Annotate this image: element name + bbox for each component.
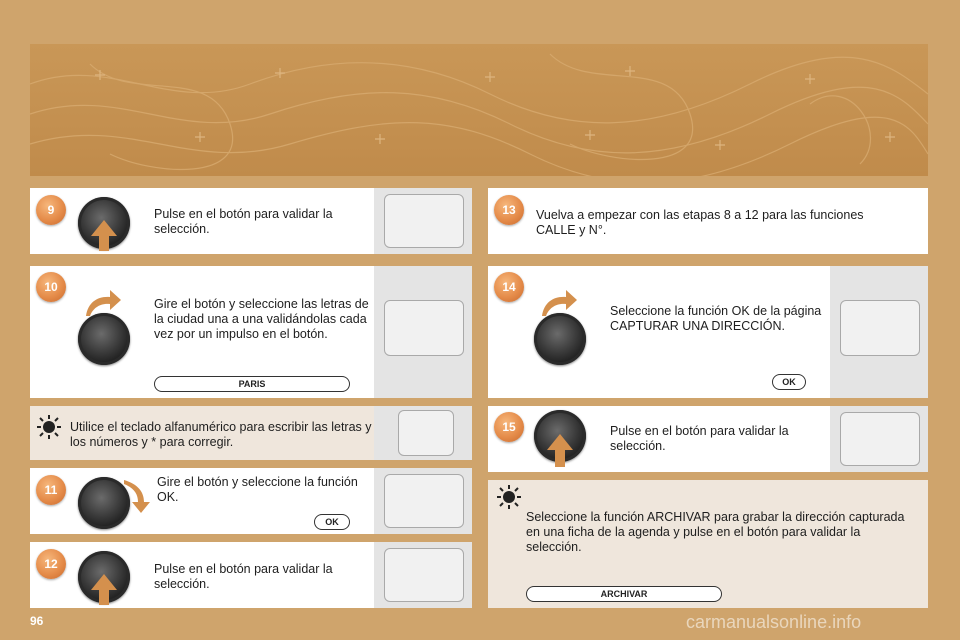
step-badge: 13 bbox=[494, 195, 524, 225]
push-arrow-icon bbox=[89, 572, 119, 606]
keypad-illustration bbox=[374, 406, 472, 460]
archivar-label: ARCHIVAR bbox=[526, 586, 722, 602]
step-text: Pulse en el botón para validar la selección. bbox=[154, 562, 333, 591]
step-text: Seleccione la función OK de la página CAPTURAR UNA DIRECCIÓN. bbox=[610, 304, 822, 333]
step-badge: 15 bbox=[494, 412, 524, 442]
step-12-panel bbox=[30, 542, 472, 608]
tip-text: Seleccione la función ARCHIVAR para grabar la dirección capturada en una ficha de la agenda y pulse en el botón para validar la selección. bbox=[526, 510, 905, 554]
step-badge: 9 bbox=[36, 195, 66, 225]
step-11-panel bbox=[30, 468, 472, 534]
rotate-arrow-icon bbox=[122, 478, 152, 514]
tip-text: Utilice el teclado alfanumérico para escribir las letras y los números y * para corregir. bbox=[70, 420, 372, 449]
step-badge: 14 bbox=[494, 272, 524, 302]
radio-illustration bbox=[830, 266, 928, 398]
step-9-panel bbox=[30, 188, 472, 254]
ok-label: OK bbox=[772, 374, 806, 390]
lightbulb-icon bbox=[36, 414, 62, 440]
radio-illustration bbox=[830, 406, 928, 472]
radio-illustration bbox=[374, 188, 472, 254]
rotate-knob-icon bbox=[534, 313, 586, 365]
radio-illustration bbox=[374, 542, 472, 608]
page-number: 96 bbox=[30, 614, 44, 628]
paris-label: PARIS bbox=[154, 376, 350, 392]
archive-tip-panel bbox=[488, 480, 928, 608]
step-text: Gire el botón y seleccione la función OK. bbox=[157, 475, 358, 504]
step-15-panel bbox=[488, 406, 928, 472]
watermark: carmanualsonline.info bbox=[686, 612, 862, 632]
push-arrow-icon bbox=[545, 432, 575, 468]
radio-illustration bbox=[374, 468, 472, 534]
step-13-panel bbox=[488, 188, 928, 254]
topographic-map-illustration bbox=[30, 44, 928, 176]
step-badge: 11 bbox=[36, 475, 66, 505]
step-badge: 12 bbox=[36, 549, 66, 579]
push-arrow-icon bbox=[89, 218, 119, 252]
step-10-panel bbox=[30, 266, 472, 398]
rotate-knob-icon bbox=[78, 313, 130, 365]
step-text: Pulse en el botón para validar la selección. bbox=[154, 207, 333, 236]
lightbulb-icon bbox=[496, 484, 522, 510]
ok-label: OK bbox=[314, 514, 350, 530]
step-badge: 10 bbox=[36, 272, 66, 302]
step-text: Vuelva a empezar con las etapas 8 a 12 para las funciones CALLE y N°. bbox=[536, 208, 864, 237]
tip-panel bbox=[30, 406, 472, 460]
radio-illustration bbox=[374, 266, 472, 398]
step-14-panel bbox=[488, 266, 928, 398]
step-text: Pulse en el botón para validar la selección. bbox=[610, 424, 789, 453]
map-banner bbox=[30, 44, 928, 176]
step-text: Gire el botón y seleccione las letras de la ciudad una a una validándolas cada vez por un impulso en el botón. bbox=[154, 297, 369, 341]
